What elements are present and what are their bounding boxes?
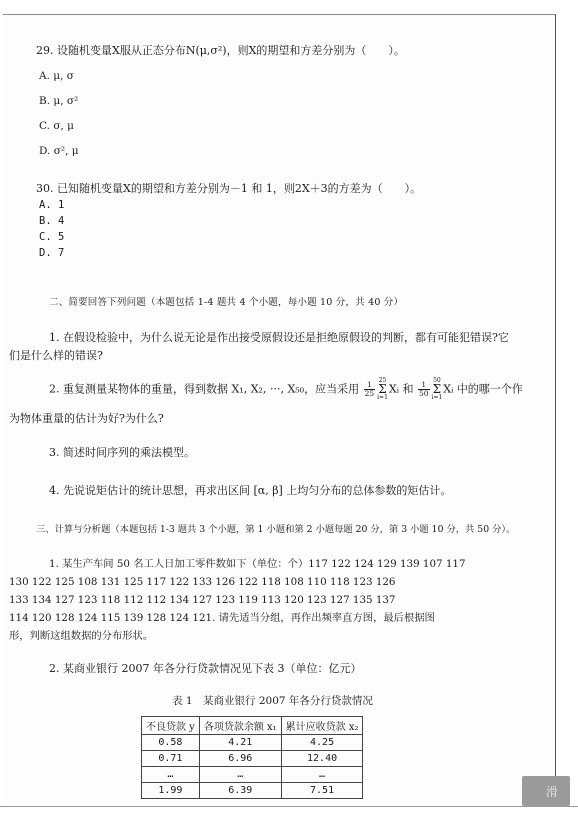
q29-option-c: C. σ, μ — [39, 120, 75, 132]
section2-q2-line2: 为物体重量的估计为好?为什么? — [9, 412, 164, 425]
q30-stem — [36, 182, 421, 195]
section3-q1-line1: 1. 某生产车间 50 名工人日加工零件数如下（单位：个）117 122 124 129 139 107 117 — [49, 558, 466, 570]
table-cell: … — [281, 767, 363, 783]
table-header-cell: 各项贷款余额 x₁ — [199, 717, 281, 735]
section2-q2-line1 — [49, 378, 523, 401]
section2-q1-line2: 们是什么样的错误? — [9, 349, 103, 362]
section2-q3: 3. 简述时间序列的乘法模型。 — [49, 446, 195, 459]
section2-q2-prefix: 2. 重复测量某物体的重量，得到数据 X₁, X₂, ···, X₅₀，应当采用 — [49, 382, 360, 396]
table-row — [142, 767, 363, 783]
q30-option-b: B. 4 — [39, 215, 65, 227]
table-cell: 6.39 — [199, 783, 281, 799]
q29-stem — [36, 44, 405, 57]
table-row — [142, 735, 363, 751]
sum-variable-2: Xᵢ — [443, 382, 454, 396]
section3-q1-line2: 130 122 125 108 131 125 117 122 133 126 122 118 108 110 118 123 126 — [9, 576, 396, 588]
loan-table — [141, 716, 363, 799]
sum-symbol-25: 25 Σ i=1 — [377, 377, 388, 401]
q29-text: 设随机变量X服从正态分布N(μ,σ²)，则X的期望和方差分别为（ ）。 — [57, 44, 405, 57]
table-header-cell: 累计应收贷款 x₂ — [281, 717, 363, 735]
table-row — [142, 751, 363, 767]
exam-page — [3, 14, 559, 805]
table-cell: 1.99 — [142, 783, 200, 799]
section3-q1-line3: 133 134 127 123 118 112 112 134 127 123 119 113 120 123 127 135 137 — [9, 594, 396, 606]
table-cell: 12.40 — [281, 751, 363, 767]
table-cell: … — [142, 767, 200, 783]
table-cell: 4.25 — [281, 735, 363, 751]
section2-q4: 4. 先说说矩估计的统计思想，再求出区间 [α, β] 上均匀分布的总体参数的矩估计。 — [49, 484, 452, 497]
table-cell: 4.21 — [199, 735, 281, 751]
sum-symbol-50: 50 Σ i=1 — [431, 377, 443, 401]
q29-option-d: D. σ², μ — [39, 145, 79, 157]
q29-option-a: A. μ, σ — [39, 70, 74, 82]
q30-number: 30. — [36, 182, 54, 195]
q30-option-d: D. 7 — [39, 247, 65, 259]
q29-option-b: B. μ, σ² — [39, 95, 79, 107]
section3-heading: 三、计算与分析题（本题包括 1-3 题共 3 个小题，第 1 小题和第 2 小题每题 20 分，第 3 小题 10 分，共 50 分）。 — [36, 524, 516, 535]
q30-option-c: C. 5 — [39, 231, 65, 243]
table-cell: 0.58 — [142, 735, 200, 751]
section3-q1-line5: 形，判断这组数据的分布形状。 — [9, 630, 154, 642]
table-cell: 6.96 — [199, 751, 281, 767]
section3-q2: 2. 某商业银行 2007 年各分行贷款情况见下表 3（单位：亿元） — [49, 662, 362, 675]
fraction-1-over-25: $\frac{1}{25}$ — [364, 380, 375, 398]
section2-heading: 二、简要回答下列问题（本题包括 1-4 题共 4 个小题，每小题 10 分，共 40 分） — [49, 297, 404, 308]
page-bottom-rule — [0, 806, 578, 807]
table-header-cell: 不良贷款 y — [142, 717, 200, 735]
table-cell: 7.51 — [281, 783, 363, 799]
q30-text: 已知随机变量X的期望和方差分别为－1 和 1，则2X＋3的方差为（ ）。 — [57, 182, 422, 195]
table-row — [142, 783, 363, 799]
overlay-button-label: 滑 — [546, 785, 559, 799]
q30-option-a: A. 1 — [39, 199, 65, 211]
section2-q2-suffix: 中的哪一个作 — [456, 382, 523, 396]
table-cell: … — [199, 767, 281, 783]
sum-variable-1: Xᵢ — [388, 382, 399, 396]
fraction-1-over-50: $\frac{1}{50}$ — [418, 380, 429, 398]
table-caption: 表 1 某商业银行 2007 年各分行贷款情况 — [172, 695, 373, 707]
section2-q1-line1: 1. 在假设检验中，为什么说无论是作出接受原假设还是拒绝原假设的判断，都有可能犯错误?它 — [49, 331, 509, 344]
table-header-row — [142, 717, 363, 735]
section3-q1-line4: 114 120 128 124 115 139 128 124 121. 请先适当分组，再作出频率直方图，最后根据图 — [9, 612, 435, 624]
q29-number: 29. — [36, 44, 54, 57]
overlay-button[interactable] — [522, 776, 570, 806]
section2-q2-and: 和 — [402, 382, 414, 396]
table-cell: 0.71 — [142, 751, 200, 767]
